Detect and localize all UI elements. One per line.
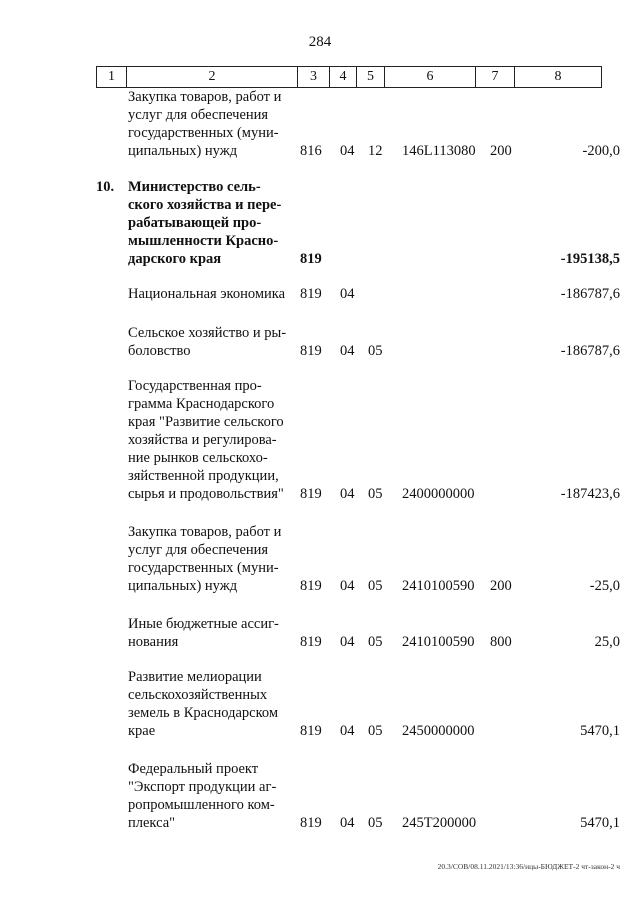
row-name: Национальная экономика <box>128 286 286 302</box>
row-amount: -186787,6 <box>560 343 620 359</box>
row-number: 10. <box>96 179 115 195</box>
row-target-article: 2410100590 <box>402 634 475 650</box>
row-amount: -186787,6 <box>560 286 620 302</box>
row-name: Федеральный проект "Экспорт продукции аг- ропромышленного ком- плекса" <box>128 761 277 831</box>
row-target-article: 2450000000 <box>402 723 475 739</box>
row-section: 04 <box>340 343 355 359</box>
page-number: 284 <box>308 34 332 50</box>
row-ministry-code: 819 <box>300 578 322 594</box>
column-header-4: 4 <box>330 67 357 88</box>
row-target-article: 2410100590 <box>402 578 475 594</box>
row-section: 04 <box>340 815 355 831</box>
row-amount: -195138,5 <box>560 251 620 267</box>
row-target-article: 146L113080 <box>402 143 476 159</box>
row-expense-type: 200 <box>490 578 512 594</box>
row-name: Закупка товаров, работ и услуг для обеспечения государственных (муни- ципальных) нужд <box>128 89 282 159</box>
column-header-row <box>97 67 602 88</box>
row-section: 04 <box>340 143 355 159</box>
row-ministry-code: 819 <box>300 723 322 739</box>
row-subsection: 05 <box>368 815 383 831</box>
row-subsection: 05 <box>368 578 383 594</box>
column-header-7: 7 <box>476 67 515 88</box>
row-ministry-code: 816 <box>300 143 322 159</box>
row-name: Государственная про- грамма Краснодарского края "Развитие сельского хозяйства и регулирова- ние рынков сельскохо- зяйственной продукции, сырья и продовольствия" <box>128 378 284 502</box>
row-target-article: 2400000000 <box>402 486 475 502</box>
row-section: 04 <box>340 578 355 594</box>
row-subsection: 05 <box>368 486 383 502</box>
row-ministry-code: 819 <box>300 486 322 502</box>
row-expense-type: 200 <box>490 143 512 159</box>
column-header-2: 2 <box>127 67 298 88</box>
row-amount: 5470,1 <box>580 723 620 739</box>
row-section: 04 <box>340 723 355 739</box>
row-ministry-code: 819 <box>300 286 322 302</box>
row-section: 04 <box>340 634 355 650</box>
column-header-1: 1 <box>97 67 127 88</box>
row-subsection: 05 <box>368 343 383 359</box>
row-name: Сельское хозяйство и ры- боловство <box>128 325 287 359</box>
column-header-3: 3 <box>298 67 330 88</box>
column-header-table <box>96 66 602 88</box>
row-name: Министерство сель- ского хозяйства и пере- рабатывающей про- мышленности Красно- дарского края <box>128 179 282 267</box>
row-ministry-code: 819 <box>300 634 322 650</box>
row-name: Закупка товаров, работ и услуг для обеспечения государственных (муни- ципальных) нужд <box>128 524 282 594</box>
row-ministry-code: 819 <box>300 815 322 831</box>
row-target-article: 245T200000 <box>402 815 477 831</box>
row-subsection: 05 <box>368 634 383 650</box>
row-amount: -200,0 <box>582 143 620 159</box>
row-amount: -25,0 <box>589 578 620 594</box>
row-section: 04 <box>340 286 355 302</box>
row-name: Развитие мелиорации сельскохозяйственных земель в Краснодарском крае <box>128 669 279 739</box>
column-header-6: 6 <box>385 67 476 88</box>
row-subsection: 05 <box>368 723 383 739</box>
footer-doc-id: 20.3/СОВ/08.11.2021/13:36/ицы-БЮДЖЕТ-2 чт-закон-2 ч <box>437 862 620 871</box>
row-ministry-code: 819 <box>300 251 322 267</box>
row-amount: -187423,6 <box>560 486 620 502</box>
row-amount: 5470,1 <box>580 815 620 831</box>
row-expense-type: 800 <box>490 634 512 650</box>
row-section: 04 <box>340 486 355 502</box>
row-ministry-code: 819 <box>300 343 322 359</box>
row-subsection: 12 <box>368 143 383 159</box>
column-header-8: 8 <box>515 67 602 88</box>
column-header-5: 5 <box>357 67 385 88</box>
row-amount: 25,0 <box>594 634 620 650</box>
row-name: Иные бюджетные ассиг- нования <box>128 616 279 650</box>
